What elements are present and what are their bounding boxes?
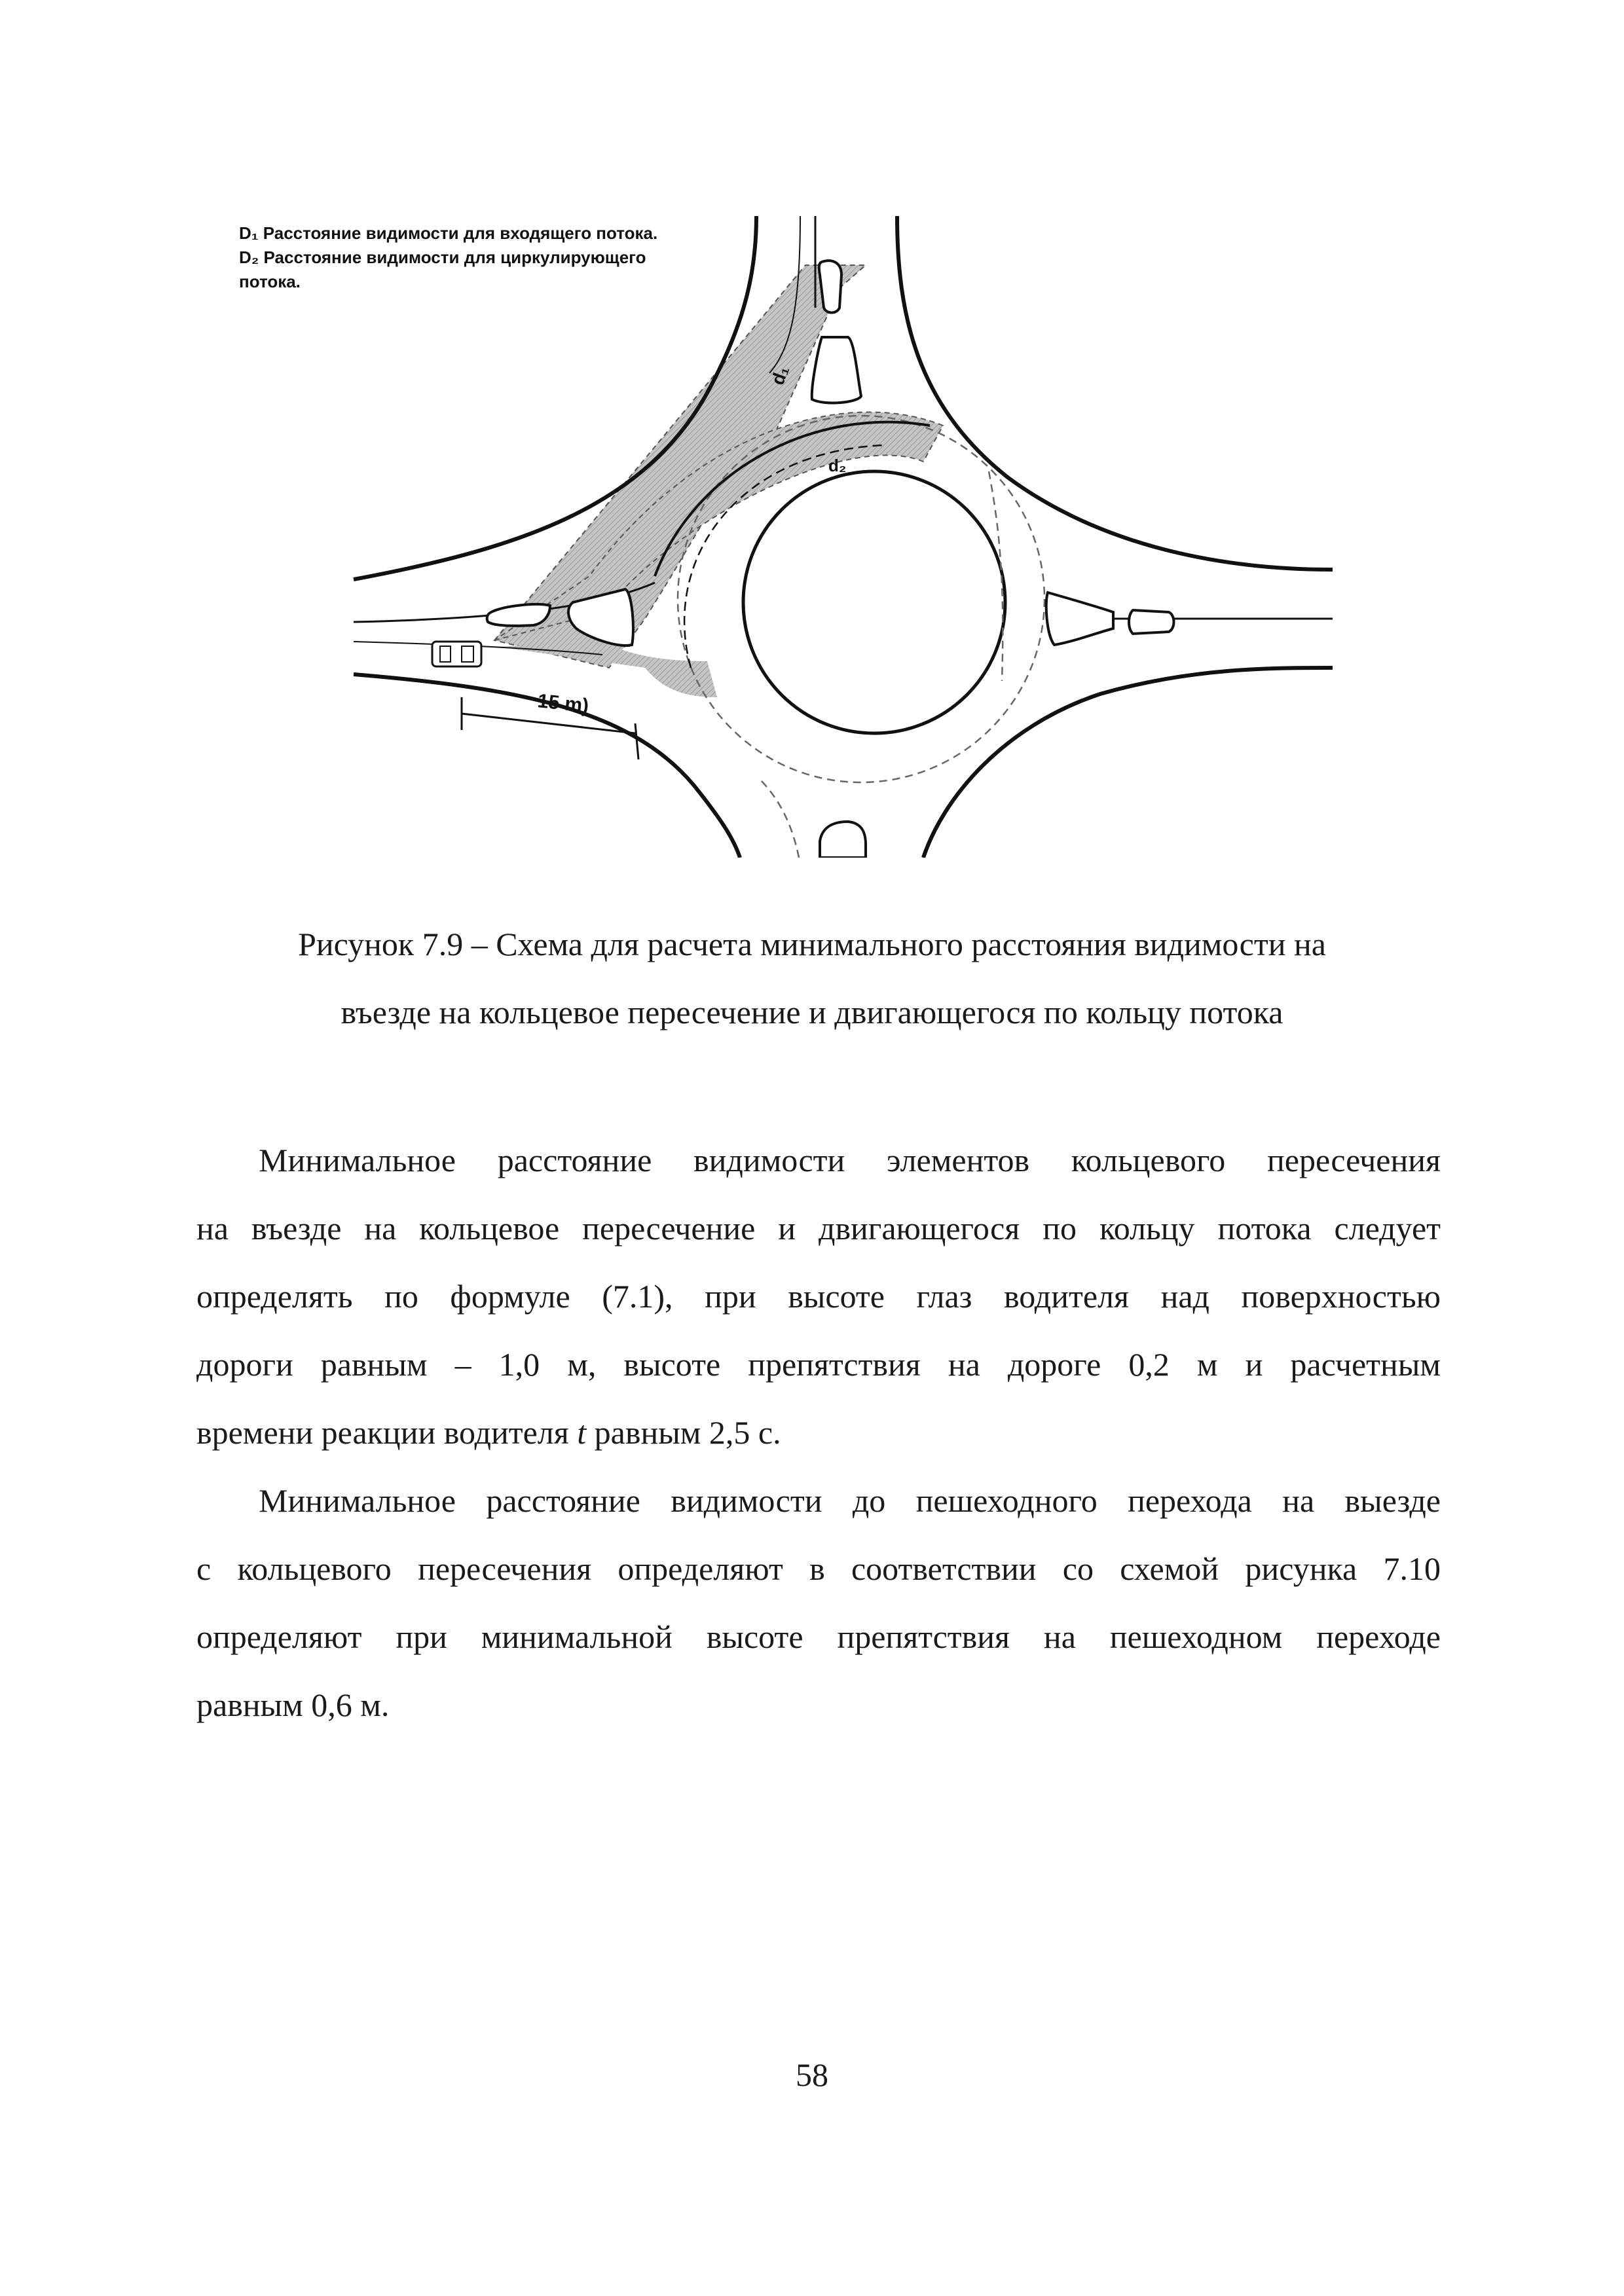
curb-south-east: [923, 668, 1333, 858]
paragraph-1-line-4: дороги равным – 1,0 м, высоте препятствия на дороге 0,2 м и расчетным: [196, 1346, 1441, 1383]
paragraph-2-line-3: определяют при минимальной высоте препятствия на пешеходном переходе: [196, 1618, 1441, 1655]
legend-line-2: D₂ Расстояние видимости для циркулирующего: [239, 247, 646, 267]
central-island: [743, 471, 1005, 733]
label-d2: d₂: [828, 456, 847, 475]
roundabout-figure: [236, 210, 1349, 858]
paragraph-1-variable-t: t: [577, 1414, 587, 1451]
splitter-island-east-2: [1129, 610, 1174, 634]
splitter-island-east-1: [1046, 592, 1113, 645]
paragraph-1-line-5: [134, 1398, 1441, 1467]
caption-line-1: Рисунок 7.9 – Схема для расчета минимального расстояния видимости на: [298, 926, 1326, 962]
caption-line-2: въезде на кольцевое пересечение и двигающегося по кольцу потока: [341, 994, 1283, 1030]
label-d1: d₁: [767, 363, 793, 388]
legend-line-1: D₁ Расстояние видимости для входящего потока.: [239, 223, 658, 243]
distance-tick-right: [635, 723, 638, 759]
figure-caption: [196, 910, 1428, 1046]
page-number: 58: [796, 2056, 828, 2093]
splitter-island-south: [820, 822, 866, 858]
splitter-island-west-1: [487, 604, 550, 626]
vehicle-icon: [432, 642, 481, 666]
paragraph-1-line-5-before: времени реакции водителя: [196, 1414, 578, 1451]
splitter-island-north-2: [812, 337, 861, 403]
paragraph-2-line-2: с кольцевого пересечения определяют в соответствии со схемой рисунка 7.10: [196, 1550, 1441, 1587]
distance-label: 15 m): [536, 690, 590, 718]
legend-line-3: потока.: [239, 272, 301, 291]
paragraph-2: [196, 1467, 1441, 1739]
paragraph-1-line-2: на въезде на кольцевое пересечение и двигающегося по кольцу потока следует: [196, 1210, 1441, 1247]
roundabout-diagram: [236, 210, 1349, 858]
lane-line-south: [760, 779, 799, 858]
paragraph-1-line-5-after: равным 2,5 с.: [586, 1414, 781, 1451]
body-text: [196, 1126, 1441, 1739]
splitter-island-north-1: [819, 261, 841, 312]
paragraph-1: [196, 1126, 1441, 1467]
paragraph-1-line-3: определять по формуле (7.1), при высоте глаз водителя над поверхностью: [196, 1278, 1441, 1315]
paragraph-1-line-1: Минимальное расстояние видимости элементов кольцевого пересечения: [259, 1142, 1441, 1178]
paragraph-2-line-4: равным 0,6 м.: [196, 1686, 390, 1723]
paragraph-2-line-1: Минимальное расстояние видимости до пешеходного перехода на выезде: [259, 1482, 1441, 1519]
